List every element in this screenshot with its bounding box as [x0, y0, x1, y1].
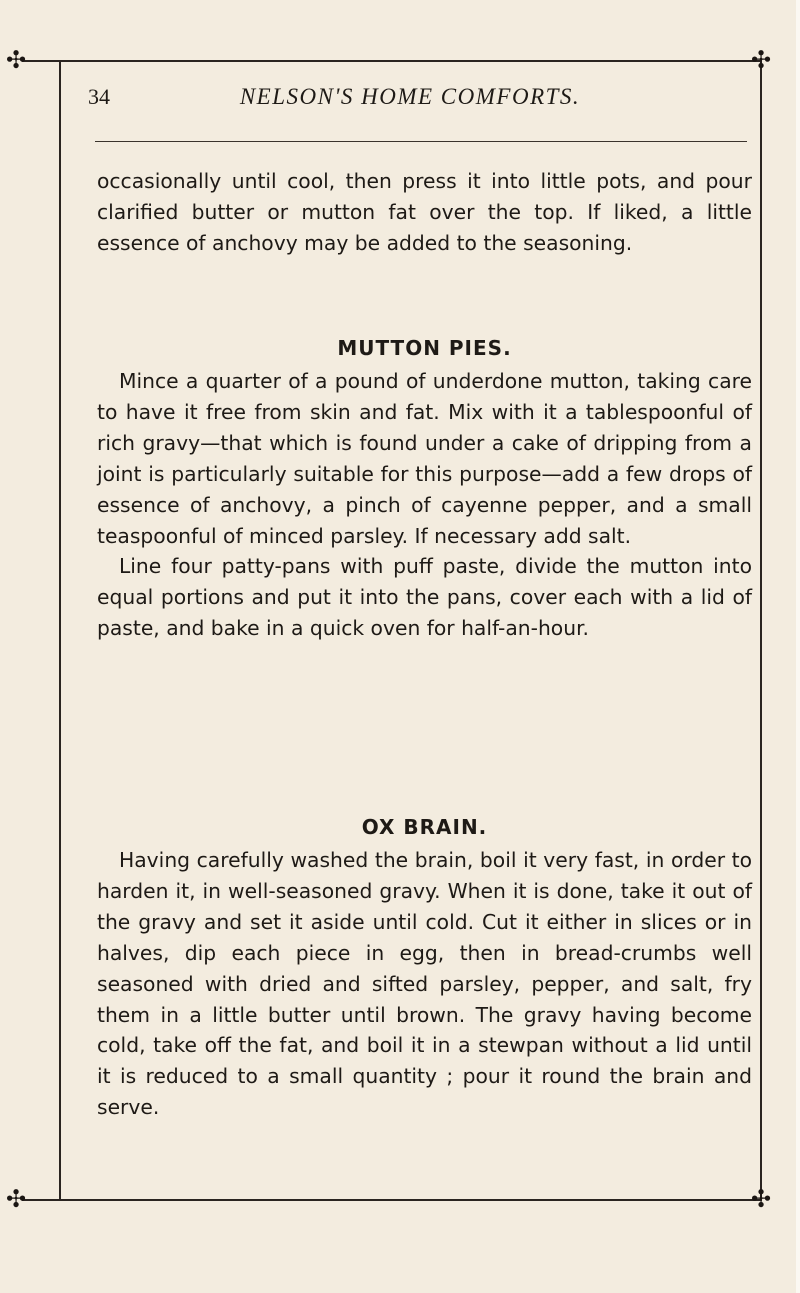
continuation-paragraph: occasionally until cool, then press it into little pots, and pour clarified butter or mutton fat over the top. If liked, a little essence of anchovy may be added to the seasoning. [97, 169, 752, 255]
running-title: NELSON'S HOME COMFORTS. [239, 84, 581, 109]
right-border-rule [760, 60, 762, 1200]
bottom-border-rule [22, 1199, 762, 1201]
mutton-pies-paragraph-2: Line four patty-pans with puff paste, divide the mutton into equal portions and put it into the pans, cover each with a lid of paste, and bake in a quick oven for half-an-hour. [97, 554, 752, 641]
mutton-pies-body [97, 366, 752, 644]
section-heading-ox-brain: OX BRAIN. [361, 815, 488, 839]
top-left-ornament-icon: ✣ [5, 46, 27, 74]
top-right-ornament-icon: ✣ [750, 46, 772, 74]
mutton-pies-paragraph-1: Mince a quarter of a pound of underdone mutton, taking care to have it free from skin and fat. Mix with it a tablespoonful of rich gravy—that which is found under a cake of dripping from a joint is particularly suitable for this purpose—add a few drops of essence of anchovy, a pinch of cayenne pepper, and a small teaspoonful of minced parsley. If necessary add salt. [97, 369, 752, 548]
page-number: 34 [88, 84, 110, 109]
continuation-text [97, 166, 752, 259]
left-border-rule [59, 60, 61, 1200]
ox-brain-body [97, 845, 752, 1123]
section-heading-mutton-pies: MUTTON PIES. [337, 336, 512, 360]
ox-brain-paragraph-1: Having carefully washed the brain, boil it very fast, in order to harden it, in well-seasoned gravy. When it is done, take it out of the gravy and set it aside until cold. Cut it either in slices or in halves, dip each piece in egg, then in bread-crumbs well seasoned with dried and sifted parsley, pepper, and salt, fry them in a little butter until brown. The gravy having become cold, take off the fat, and boil it in a stewpan without a lid until it is reduced to a small quantity ; pour it round the brain and serve. [97, 848, 752, 1120]
page-edge [796, 0, 800, 1293]
header-rule [95, 141, 747, 142]
bottom-left-ornament-icon: ✣ [5, 1185, 27, 1213]
page-header [70, 84, 750, 124]
bottom-right-ornament-icon: ✣ [750, 1185, 772, 1213]
top-border-rule [22, 60, 762, 62]
